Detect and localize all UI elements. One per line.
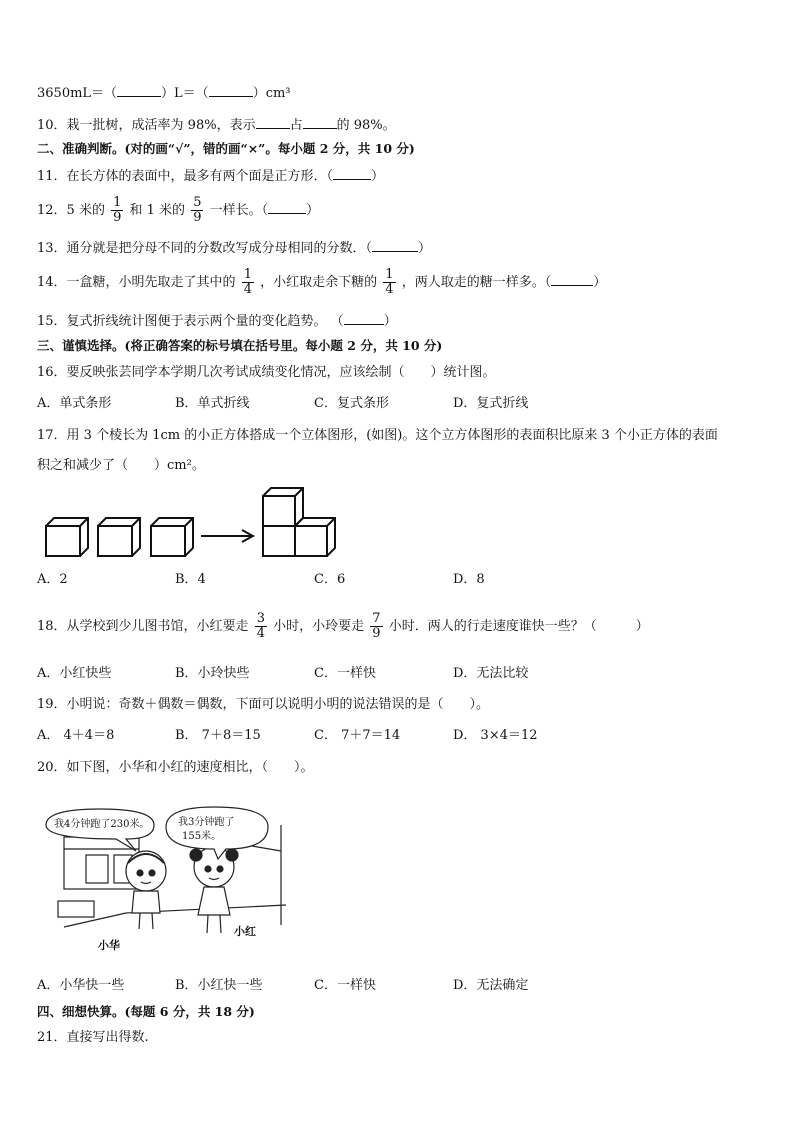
question-14: 14．一盒糖，小明先取走了其中的 $\frac{1}{4}$ ，小红取走余下糖的 $\frac{1}{4}$ ，两人取走的糖一样多。（ ） (37, 267, 607, 297)
section-2-heading: 二、准确判断。(对的画“√”，错的画“×”。每小题 2 分，共 10 分) (37, 141, 415, 156)
q20-option-d[interactable]: D．无法确定 (453, 978, 529, 993)
question-17-line2: 积之和减少了（ ）cm²。 (37, 458, 205, 473)
q16-option-b[interactable]: B．单式折线 (175, 396, 250, 411)
question-12: 12．5 米的 $\frac{1}{9}$ 和 1 米的 $\frac{5}{9}$ 一样长。（ ） (37, 195, 320, 225)
question-10: 10．栽一批树，成活率为 98%，表示 占 的 98%。 (37, 115, 396, 135)
q19-option-c[interactable]: C． 7＋7＝14 (314, 728, 401, 743)
q18-option-a[interactable]: A．小红快些 (37, 666, 112, 681)
q18-option-b[interactable]: B．小玲快些 (175, 666, 250, 681)
question-13: 13．通分就是把分母不同的分数改写成分母相同的分数．（ ） (37, 238, 431, 258)
q19-option-d[interactable]: D． 3×4＝12 (453, 728, 538, 743)
q16-option-c[interactable]: C．复式条形 (314, 396, 389, 411)
question-20: 20．如下图，小华和小红的速度相比，（ ）。 (37, 760, 314, 775)
fraction: $\frac{7}{9}$ (372, 611, 381, 641)
q17-option-c[interactable]: C．6 (314, 572, 346, 587)
name-xiaohong: 小红 (234, 925, 256, 938)
cube-icon (98, 518, 140, 556)
answer-blank[interactable] (333, 166, 371, 180)
question-21: 21．直接写出得数. (37, 1030, 149, 1045)
question-19: 19．小明说：奇数＋偶数＝偶数，下面可以说明小明的说法错误的是（ ）。 (37, 697, 490, 712)
q20-illustration (36, 805, 286, 955)
fraction: $\frac{1}{9}$ (113, 195, 122, 225)
fraction: $\frac{5}{9}$ (193, 195, 202, 225)
section-3-heading: 三、谨慎选择。(将正确答案的标号填在括号里。每小题 2 分，共 10 分) (37, 338, 443, 353)
q17-option-d[interactable]: D．8 (453, 572, 485, 587)
answer-blank[interactable] (372, 238, 418, 252)
q20-option-a[interactable]: A．小华快一些 (37, 978, 125, 993)
question-15: 15．复式折线统计图便于表示两个量的变化趋势。 （ ） (37, 311, 397, 331)
combined-cubes-icon (263, 488, 335, 556)
q17-option-a[interactable]: A．2 (37, 572, 68, 587)
fraction: $\frac{3}{4}$ (256, 611, 265, 641)
answer-blank[interactable] (303, 115, 337, 129)
cube-icon (151, 518, 193, 556)
speech-bubble-xiaohua: 我4分钟跑了230米。 (54, 819, 150, 830)
cubes-figure (40, 482, 350, 562)
q20-option-c[interactable]: C．一样快 (314, 978, 376, 993)
answer-blank[interactable] (551, 272, 593, 286)
q16-option-a[interactable]: A．单式条形 (37, 396, 112, 411)
q9-line: 3650mL＝（ ）L＝（ ）cm³ (37, 83, 291, 103)
speech-bubble-xiaohong-1: 我3分钟跑了 (178, 817, 235, 828)
q19-option-b[interactable]: B． 7＋8＝15 (175, 728, 261, 743)
q18-option-c[interactable]: C．一样快 (314, 666, 376, 681)
fraction: $\frac{1}{4}$ (385, 267, 394, 297)
speech-bubble-xiaohong-2: 155米。 (182, 831, 222, 842)
question-16: 16．要反映张芸同学本学期几次考试成绩变化情况，应该绘制（ ）统计图。 (37, 365, 496, 380)
name-xiaohua: 小华 (98, 939, 120, 952)
fraction: $\frac{1}{4}$ (243, 267, 252, 297)
arrow-right-icon (201, 530, 253, 542)
question-11: 11．在长方体的表面中，最多有两个面是正方形．（ ） (37, 166, 384, 186)
section-4-heading: 四、细想快算。(每题 6 分，共 18 分) (37, 1004, 255, 1019)
answer-blank[interactable] (209, 83, 253, 97)
q19-option-a[interactable]: A． 4＋4＝8 (37, 728, 115, 743)
q17-option-b[interactable]: B．4 (175, 572, 206, 587)
cube-icon (46, 518, 88, 556)
question-18: 18．从学校到少儿图书馆，小红要走 $\frac{3}{4}$ 小时，小玲要走 $\frac{7}{9}$ 小时．两人的行走速度谁快一些？（ ） (37, 611, 649, 641)
question-17-line1: 17．用 3 个棱长为 1cm 的小正方体搭成一个立体图形，(如图)。这个立方体图形的表面积比原来 3 个小正方体的表面 (37, 428, 718, 443)
answer-blank[interactable] (344, 311, 384, 325)
q16-option-d[interactable]: D．复式折线 (453, 396, 529, 411)
q20-option-b[interactable]: B．小红快一些 (175, 978, 263, 993)
q18-option-d[interactable]: D．无法比较 (453, 666, 529, 681)
answer-blank[interactable] (256, 115, 290, 129)
answer-blank[interactable] (268, 200, 306, 214)
answer-blank[interactable] (117, 83, 161, 97)
